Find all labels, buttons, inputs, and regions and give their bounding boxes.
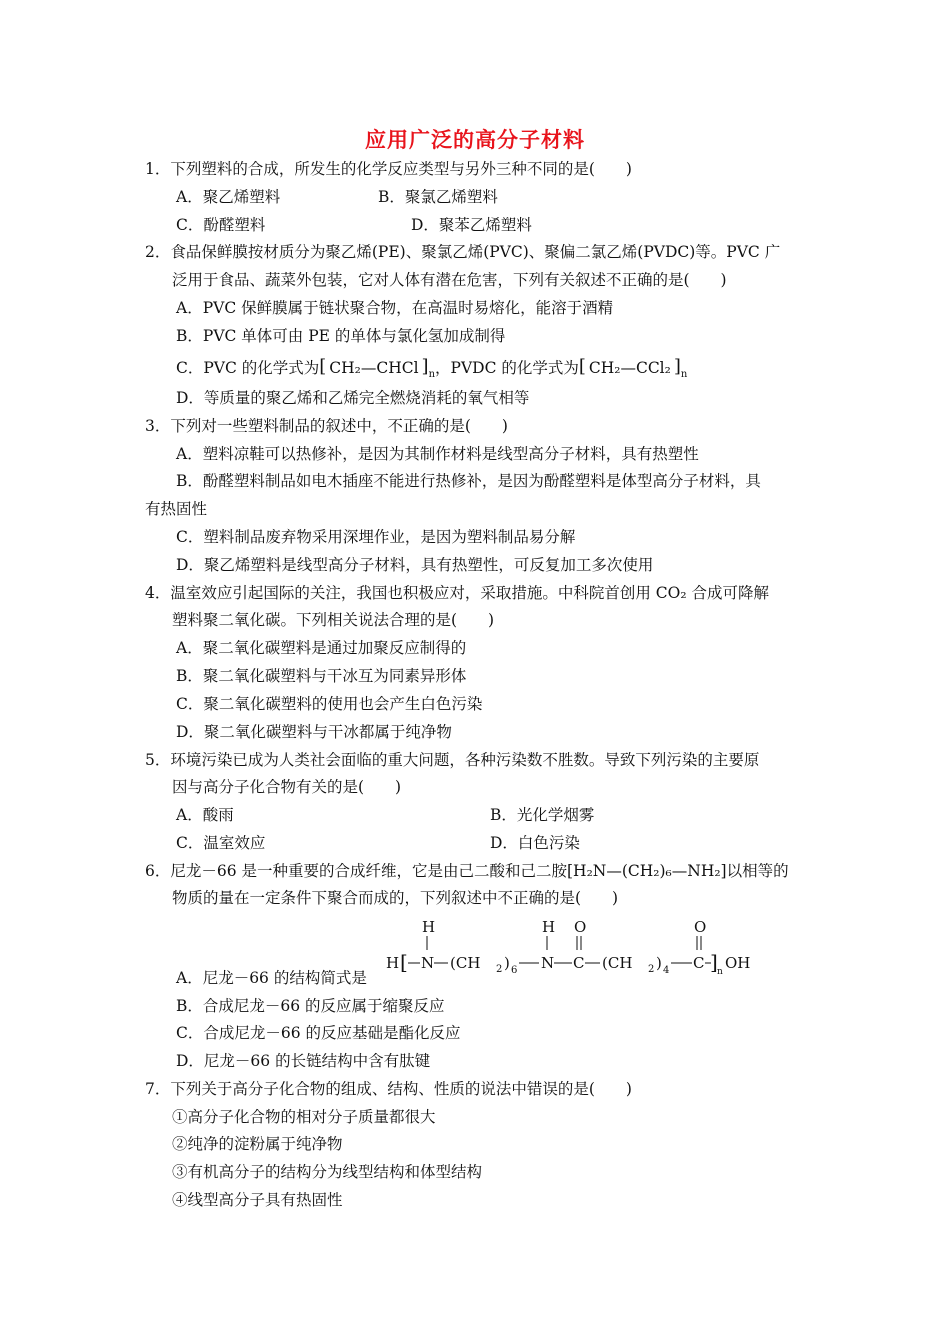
q5-option-c: C．温室效应 (176, 834, 266, 852)
struct-c-2: C (693, 954, 705, 972)
q1-stem: 1．下列塑料的合成，所发生的化学反应类型与另外三种不同的是( ) (145, 160, 632, 178)
q4-stem-line2: 塑料聚二氧化碳。下列相关说法合理的是( ) (172, 611, 495, 629)
q1-option-c: C．酚醛塑料 (176, 216, 266, 234)
q3-option-d: D．聚乙烯塑料是线型高分子材料，具有热塑性，可反复加工多次使用 (176, 556, 654, 574)
q6-stem-line2: 物质的量在一定条件下聚合而成的，下列叙述中不正确的是( ) (172, 889, 619, 907)
q3-stem: 3．下列对一些塑料制品的叙述中，不正确的是( ) (145, 417, 508, 435)
struct-ch2-group-2: (CH (602, 954, 633, 972)
q6-option-b: B．合成尼龙－66 的反应属于缩聚反应 (176, 997, 445, 1015)
q4-option-d: D．聚二氧化碳塑料与干冰都属于纯净物 (176, 723, 452, 741)
struct-subscript-6: 6 (511, 965, 518, 976)
q6-option-c: C．合成尼龙－66 的反应基础是酯化反应 (176, 1024, 461, 1042)
q7-item-2: ②纯净的淀粉属于纯净物 (172, 1135, 343, 1153)
struct-n-2: N (541, 954, 555, 972)
struct-ch2-close-2: ) (656, 954, 662, 972)
struct-o-top-1: O (574, 918, 587, 936)
q2-option-a: A．PVC 保鲜膜属于链状聚合物，在高温时易熔化，能溶于酒精 (176, 299, 614, 317)
pvc-formula-text: CH₂—CHCl (329, 359, 419, 377)
q2-option-d: D．等质量的聚乙烯和乙烯完全燃烧消耗的氧气相等 (176, 389, 530, 407)
q6-option-a: A．尼龙－66 的结构简式是 (176, 969, 367, 987)
pvdc-formula-text: CH₂—CCl₂ (588, 359, 671, 377)
pvc-subscript-n: n (428, 369, 436, 381)
struct-oh: OH (725, 954, 751, 972)
q5-option-b: B．光化学烟雾 (490, 806, 595, 824)
q2-stem-line2: 泛用于食品、蔬菜外包装，它对人体有潜在危害，下列有关叙述不正确的是( ) (172, 271, 727, 289)
nylon66-structure (378, 918, 758, 983)
q4-option-b: B．聚二氧化碳塑料与干冰互为同素异形体 (176, 667, 467, 685)
q6-option-d: D．尼龙－66 的长链结构中含有肽键 (176, 1052, 431, 1070)
q5-option-d: D．白色污染 (490, 834, 580, 852)
struct-n-1: N (421, 954, 435, 972)
struct-h-top-1: H (422, 918, 436, 936)
q1-option-b: B．聚氯乙烯塑料 (378, 188, 498, 206)
struct-ch2-close-1: ) (504, 954, 510, 972)
struct-h-left: H (386, 954, 400, 972)
q1-option-d: D．聚苯乙烯塑料 (411, 216, 532, 234)
q5-option-a: A．酸雨 (176, 806, 234, 824)
q4-stem-line1: 4．温室效应引起国际的关注，我国也积极应对，采取措施。中科院首创用 CO₂ 合成可降解 (145, 584, 769, 602)
pvdc-subscript-n: n (680, 369, 688, 381)
q2-stem-line1: 2．食品保鲜膜按材质分为聚乙烯(PE)、聚氯乙烯(PVC)、聚偏二氯乙烯(PVDC)等。PVC 广 (145, 243, 781, 261)
q3-option-c: C．塑料制品废弃物采用深埋作业，是因为塑料制品易分解 (176, 528, 576, 546)
pvdc-formula: [ CH₂—CCl₂ ] (578, 356, 681, 377)
q3-option-a: A．塑料凉鞋可以热修补，是因为其制作材料是线型高分子材料，具有热塑性 (176, 445, 699, 463)
q4-option-c: C．聚二氧化碳塑料的使用也会产生白色污染 (176, 695, 483, 713)
q7-item-4: ④线型高分子具有热固性 (172, 1191, 343, 1209)
struct-ch2-sub-1: 2 (496, 964, 503, 975)
q2-option-b: B．PVC 单体可由 PE 的单体与氯化氢加成制得 (176, 327, 506, 345)
page-title: 应用广泛的高分子材料 (365, 128, 585, 152)
q5-stem-line1: 5．环境污染已成为人类社会面临的重大问题，各种污染数不胜数。导致下列污染的主要原 (145, 751, 760, 769)
bracket-open: [ (400, 950, 408, 974)
struct-c-1: C (573, 954, 585, 972)
struct-ch2-sub-2: 2 (648, 964, 655, 975)
bracket-close: ] (710, 950, 718, 974)
q3-option-b-line2: 有热固性 (145, 500, 208, 518)
q4-option-a: A．聚二氧化碳塑料是通过加聚反应制得的 (176, 639, 467, 657)
q7-item-1: ①高分子化合物的相对分子质量都很大 (172, 1108, 436, 1126)
struct-subscript-n: n (717, 967, 723, 977)
struct-o-top-2: O (694, 918, 707, 936)
q7-stem: 7．下列关于高分子化合物的组成、结构、性质的说法中错误的是( ) (145, 1080, 632, 1098)
q2-option-c-prefix: C．PVC 的化学式为 (176, 359, 320, 377)
q7-item-3: ③有机高分子的结构分为线型结构和体型结构 (172, 1163, 483, 1181)
q1-option-a: A．聚乙烯塑料 (176, 188, 281, 206)
q5-stem-line2: 因与高分子化合物有关的是( ) (172, 778, 402, 796)
q6-stem-line1: 6．尼龙－66 是一种重要的合成纤维，它是由己二酸和己二胺[H₂N—(CH₂)₆—NH₂]以相等的 (145, 862, 789, 880)
struct-h-top-2: H (542, 918, 556, 936)
struct-ch2-group-1: (CH (450, 954, 481, 972)
q2-option-c (176, 358, 687, 385)
pvc-formula: [ CH₂—CHCl ] (319, 356, 429, 377)
struct-subscript-4: 4 (663, 965, 670, 976)
q3-option-b-line1: B．酚醛塑料制品如电木插座不能进行热修补，是因为酚醛塑料是体型高分子材料，具 (176, 472, 761, 490)
q2-option-c-middle: ，PVDC 的化学式为 (435, 359, 579, 377)
